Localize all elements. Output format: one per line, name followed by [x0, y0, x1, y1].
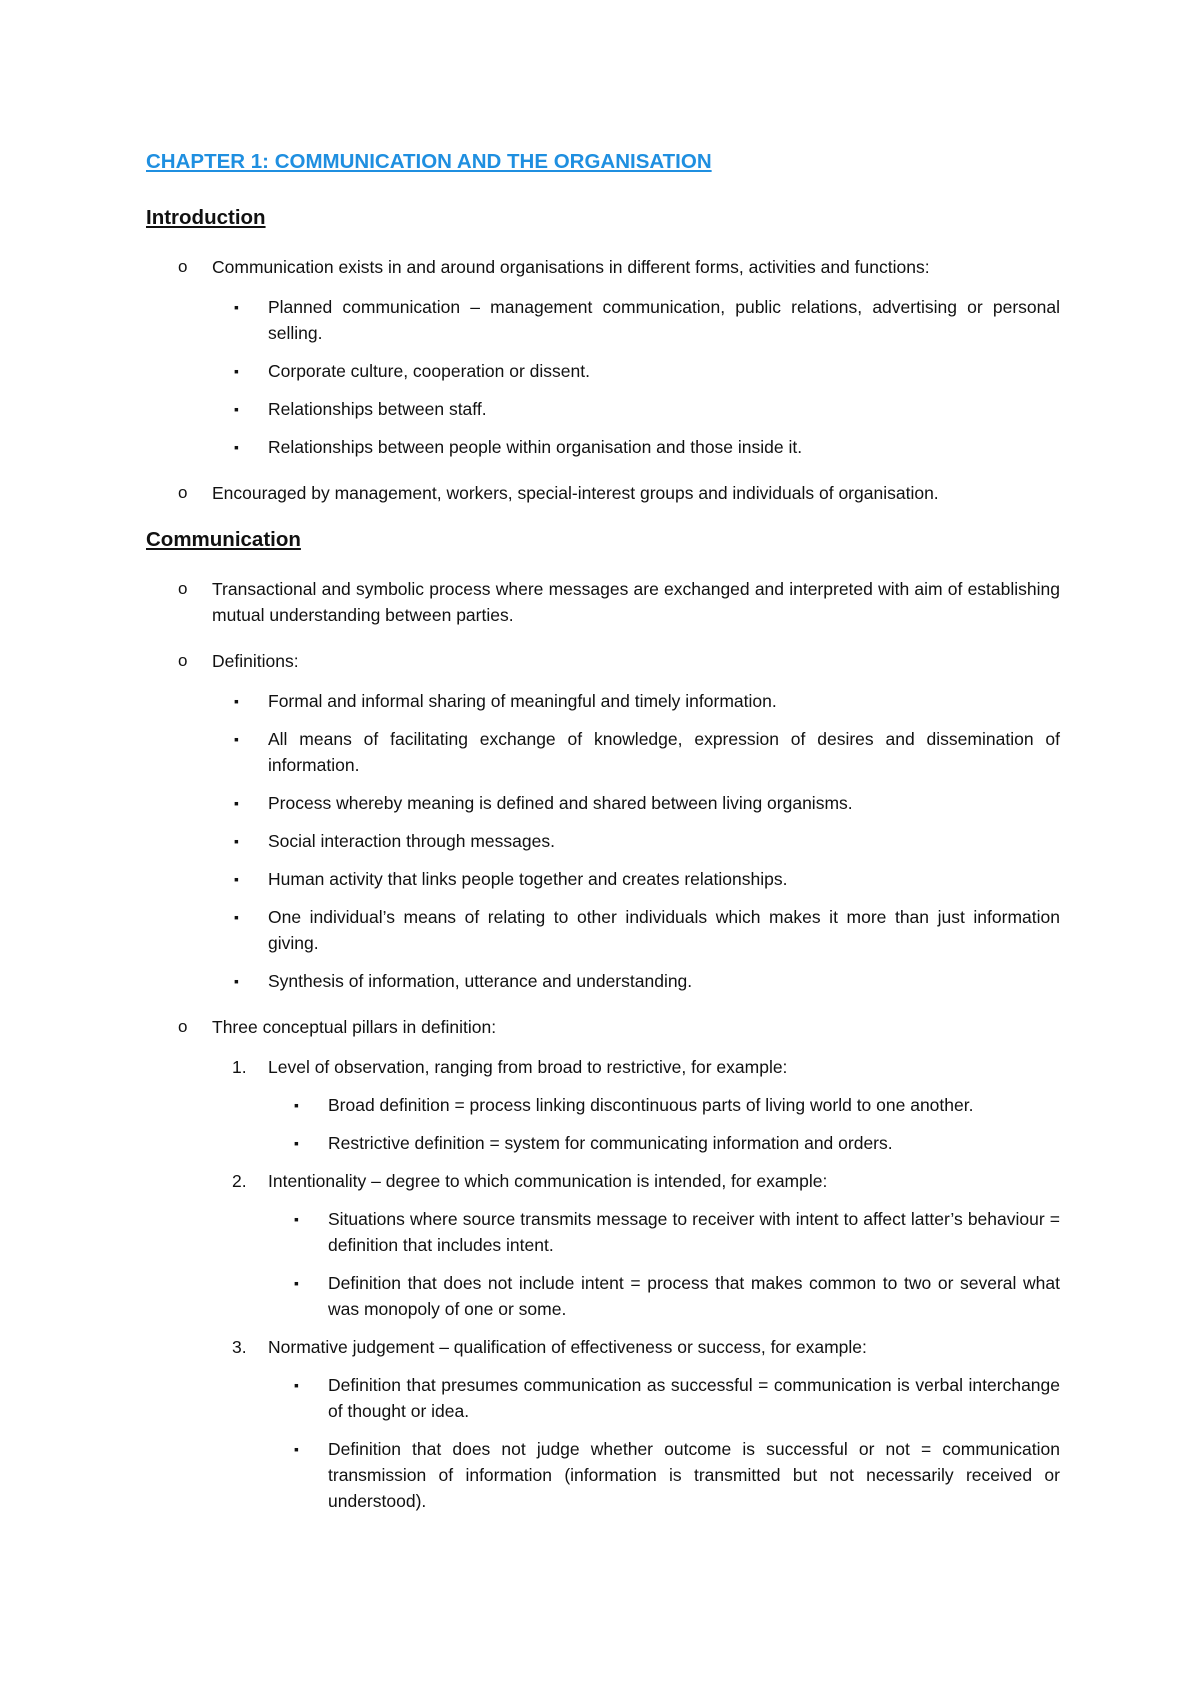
sub-sub-list-item [146, 1270, 1060, 1322]
circle-bullet-icon: o [178, 579, 188, 598]
sub-sub-list-item-text: Definition that does not include intent = process that makes common to two or several what was monopoly of one or some. [328, 1273, 1060, 1319]
item-number: 2. [232, 1171, 247, 1191]
square-bullet-icon: ▪ [294, 1275, 299, 1291]
numbered-item-text: Level of observation, ranging from broad to restrictive, for example: [268, 1057, 788, 1077]
list-item [146, 648, 1060, 994]
item-number: 3. [232, 1337, 247, 1357]
sub-list-item-text: Formal and informal sharing of meaningful and timely information. [268, 691, 777, 711]
circle-bullet-icon: o [178, 651, 188, 670]
sub-sub-list [268, 1092, 1060, 1156]
sub-list-item [146, 358, 1060, 384]
sub-sub-list-item [146, 1092, 1060, 1118]
sub-sub-list-item [146, 1372, 1060, 1424]
square-bullet-icon: ▪ [234, 833, 239, 849]
square-bullet-icon: ▪ [234, 871, 239, 887]
sub-list-item-text: Social interaction through messages. [268, 831, 555, 851]
section-heading-introduction: Introduction [146, 206, 266, 229]
square-bullet-icon: ▪ [294, 1211, 299, 1227]
square-bullet-icon: ▪ [234, 795, 239, 811]
sub-sub-list-item-text: Broad definition = process linking discontinuous parts of living world to one another. [328, 1095, 974, 1115]
square-bullet-icon: ▪ [234, 693, 239, 709]
sub-list-item [146, 396, 1060, 422]
list-item-text: Communication exists in and around organisations in different forms, activities and functions: [212, 257, 930, 277]
square-bullet-icon: ▪ [234, 299, 239, 315]
numbered-item-text: Normative judgement – qualification of effectiveness or success, for example: [268, 1337, 867, 1357]
communication-list [146, 576, 1060, 1514]
sub-sub-list-item [146, 1436, 1060, 1514]
numbered-item [146, 1054, 1060, 1156]
numbered-list [212, 1054, 1060, 1514]
sub-sub-list-item [146, 1130, 1060, 1156]
sub-list-item-text: One individual’s means of relating to other individuals which makes it more than just information giving. [268, 907, 1060, 953]
chapter-title: CHAPTER 1: COMMUNICATION AND THE ORGANISATION [146, 150, 712, 173]
list-item [146, 576, 1060, 628]
square-bullet-icon: ▪ [234, 401, 239, 417]
list-item-text: Encouraged by management, workers, special-interest groups and individuals of organisation. [212, 483, 939, 503]
list-item [146, 480, 1060, 506]
sub-sub-list-item-text: Definition that presumes communication as successful = communication is verbal interchange of thought or idea. [328, 1375, 1060, 1421]
sub-sub-list [268, 1206, 1060, 1322]
numbered-item [146, 1168, 1060, 1322]
sub-list-item-text: Human activity that links people together and creates relationships. [268, 869, 788, 889]
square-bullet-icon: ▪ [294, 1441, 299, 1457]
sub-list-item-text: Planned communication – management communication, public relations, advertising or personal selling. [268, 297, 1060, 343]
sub-list-item [146, 688, 1060, 714]
square-bullet-icon: ▪ [234, 439, 239, 455]
list-item-text: Definitions: [212, 651, 299, 671]
sub-list-item-text: Relationships between people within organisation and those inside it. [268, 437, 803, 457]
sub-sub-list-item-text: Restrictive definition = system for communicating information and orders. [328, 1133, 893, 1153]
sub-list-item [146, 866, 1060, 892]
sub-list-item [146, 790, 1060, 816]
sub-list-item-text: Synthesis of information, utterance and understanding. [268, 971, 693, 991]
numbered-item [146, 1334, 1060, 1514]
square-bullet-icon: ▪ [234, 973, 239, 989]
introduction-list [146, 254, 1060, 506]
list-item [146, 1014, 1060, 1514]
numbered-item-text: Intentionality – degree to which communication is intended, for example: [268, 1171, 828, 1191]
sub-list-item [146, 726, 1060, 778]
sub-sub-list-item-text: Situations where source transmits message to receiver with intent to affect latter’s behaviour = definition that includes intent. [328, 1209, 1060, 1255]
list-item-text: Transactional and symbolic process where messages are exchanged and interpreted with aim of establishing mutual understanding between parties. [212, 579, 1060, 625]
sub-list-item [146, 828, 1060, 854]
sub-list-item-text: All means of facilitating exchange of knowledge, expression of desires and dissemination of information. [268, 729, 1060, 775]
list-item [146, 254, 1060, 460]
sub-list-item [146, 434, 1060, 460]
sub-sub-list-item [146, 1206, 1060, 1258]
sub-list-item-text: Relationships between staff. [268, 399, 487, 419]
section-heading-communication: Communication [146, 528, 301, 551]
list-item-text: Three conceptual pillars in definition: [212, 1017, 497, 1037]
square-bullet-icon: ▪ [234, 363, 239, 379]
sub-sub-list-item-text: Definition that does not judge whether outcome is successful or not = communication transmission of information (information is transmitted but not necessarily received or understood). [328, 1439, 1060, 1511]
sub-list-item-text: Process whereby meaning is defined and shared between living organisms. [268, 793, 853, 813]
square-bullet-icon: ▪ [234, 909, 239, 925]
square-bullet-icon: ▪ [294, 1377, 299, 1393]
circle-bullet-icon: o [178, 1017, 188, 1036]
circle-bullet-icon: o [178, 483, 188, 502]
sub-list [212, 688, 1060, 994]
circle-bullet-icon: o [178, 257, 188, 276]
square-bullet-icon: ▪ [294, 1135, 299, 1151]
sub-list-item [146, 294, 1060, 346]
item-number: 1. [232, 1057, 247, 1077]
document-content [146, 148, 1060, 1534]
sub-list-item [146, 904, 1060, 956]
sub-list [212, 294, 1060, 460]
sub-list-item [146, 968, 1060, 994]
square-bullet-icon: ▪ [294, 1097, 299, 1113]
sub-list-item-text: Corporate culture, cooperation or dissent. [268, 361, 590, 381]
sub-sub-list [268, 1372, 1060, 1514]
square-bullet-icon: ▪ [234, 731, 239, 747]
